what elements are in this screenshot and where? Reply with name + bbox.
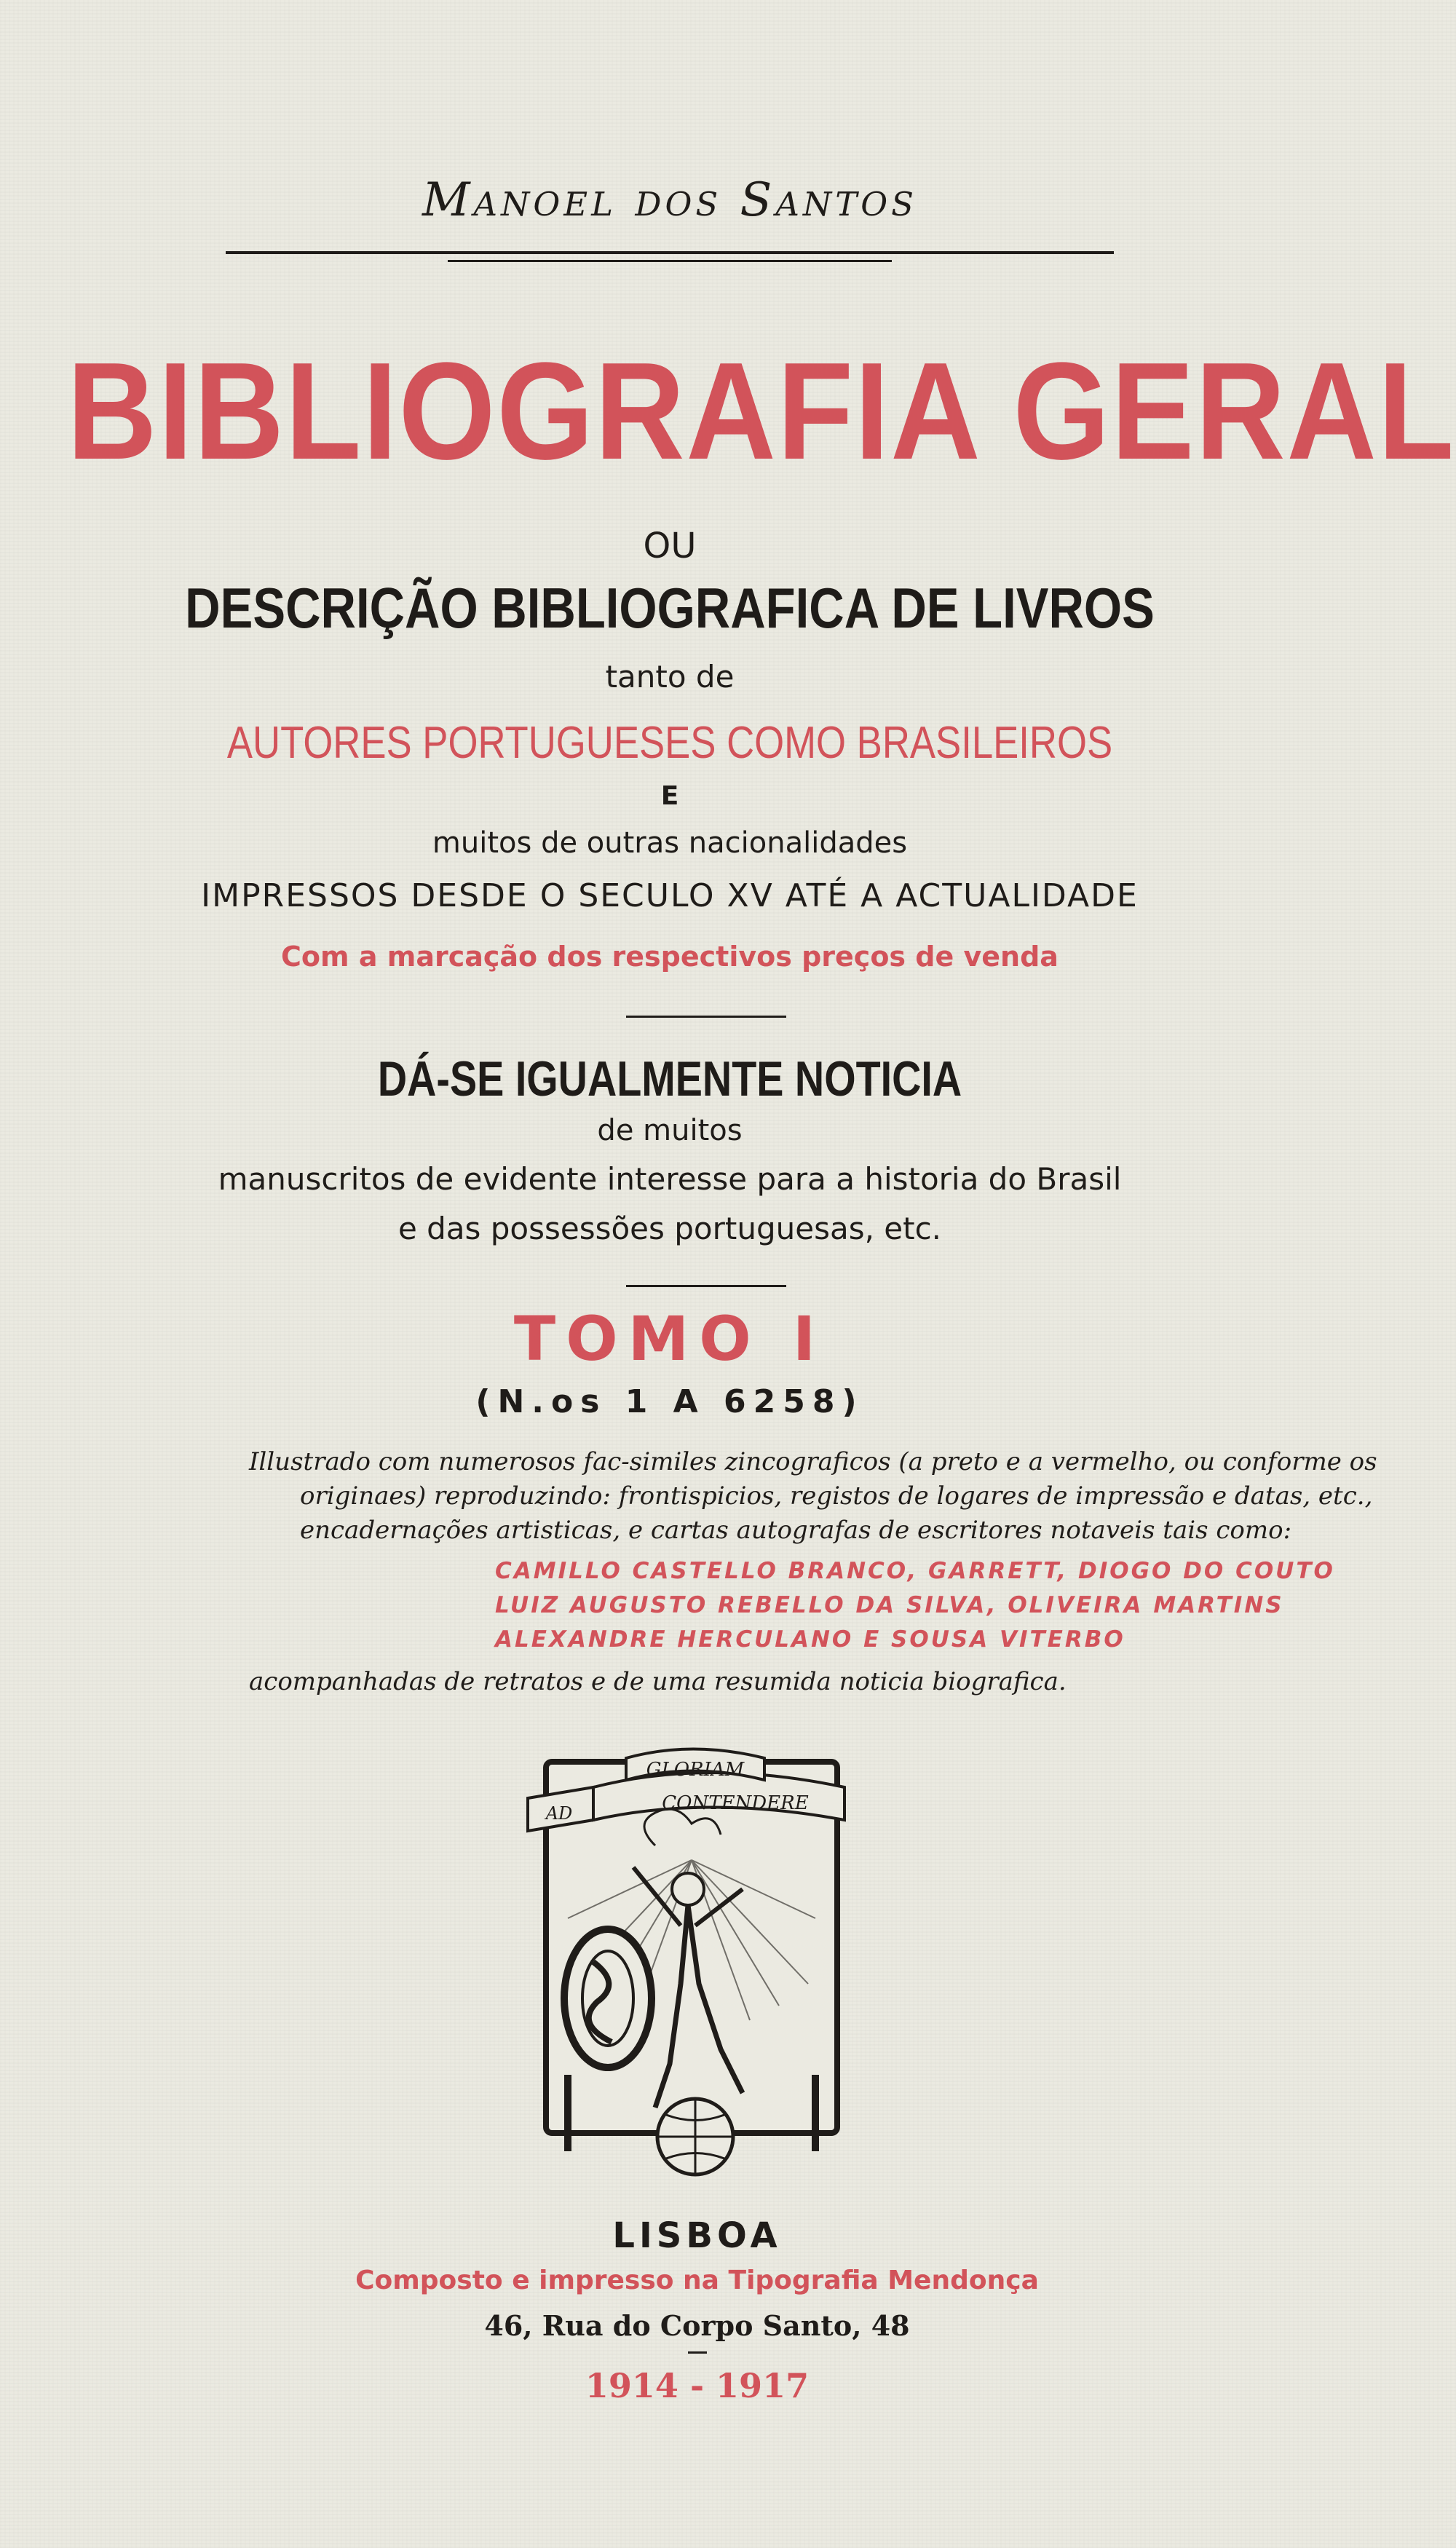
acompanhadas-line: acompanhadas de retratos e de uma resumida noticia biografica. <box>249 1667 1067 1696</box>
de-muitos-text: de muitos <box>597 1114 743 1147</box>
subtitle: DESCRIÇÃO BIBLIOGRAFICA DE LIVROS <box>185 576 1155 640</box>
emblem-ribbon-left: AD <box>545 1803 573 1824</box>
manuscritos-line: manuscritos de evidente interesse para a historia do Brasil <box>218 1161 1122 1197</box>
illustrado-line-2: originaes) reproduzindo: frontispicios, registos de logares de impressão e datas, etc., <box>300 1481 1373 1511</box>
emblem-svg <box>524 1744 859 2180</box>
address-underline <box>688 2351 707 2354</box>
red-authors-line-1: CAMILLO CASTELLO BRANCO, GARRETT, DIOGO DO COUTO <box>495 1558 1335 1584</box>
author-name: Manoel dos Santos <box>422 173 917 227</box>
printer-line: Composto e impresso na Tipografia Mendonça <box>355 2266 1039 2295</box>
numeros-range: (N.os 1 A 6258) <box>475 1383 864 1420</box>
tomo-heading: TOMO I <box>513 1303 826 1374</box>
divider-1 <box>626 1016 786 1018</box>
red-authors-line-3: ALEXANDRE HERCULANO E SOUSA VITERBO <box>495 1626 1125 1653</box>
marcacao-line: Com a marcação dos respectivos preços de venda <box>281 941 1059 973</box>
autores-line: AUTORES PORTUGUESES COMO BRASILEIROS <box>226 718 1113 768</box>
ou-text: OU <box>643 526 697 566</box>
printer-device-icon <box>524 1744 859 2180</box>
illustrado-line-3: encadernações artisticas, e cartas autografas de escritores notaveis tais como: <box>300 1516 1292 1545</box>
divider-2 <box>626 1285 786 1287</box>
emblem-ribbon-right: CONTENDERE <box>662 1792 809 1814</box>
city-name: LISBOA <box>612 2215 782 2256</box>
author-rule-top <box>226 251 1114 254</box>
illustrado-line-1: Illustrado com numerosos fac-similes zincograficos (a preto e a vermelho, ou conforme os <box>249 1447 1377 1476</box>
e-text: E <box>660 781 679 811</box>
nacionalidades-line: muitos de outras nacionalidades <box>432 826 908 860</box>
impressos-line: IMPRESSOS DESDE O SECULO XV ATÉ A ACTUALIDADE <box>201 877 1139 914</box>
address-line: 46, Rua do Corpo Santo, 48 <box>484 2309 910 2342</box>
tanto-de-text: tanto de <box>605 659 735 695</box>
author-rule-bottom <box>448 260 892 262</box>
emblem-ribbon-top: GLORIAM <box>646 1759 745 1781</box>
years-line: 1914 - 1917 <box>585 2366 810 2405</box>
red-authors-line-2: LUIZ AUGUSTO REBELLO DA SILVA, OLIVEIRA MARTINS <box>495 1592 1284 1618</box>
main-title: BIBLIOGRAFIA GERAL <box>67 334 1455 488</box>
dase-heading: DÁ-SE IGUALMENTE NOTICIA <box>377 1051 962 1107</box>
possessoes-line: e das possessões portuguesas, etc. <box>397 1211 942 1246</box>
